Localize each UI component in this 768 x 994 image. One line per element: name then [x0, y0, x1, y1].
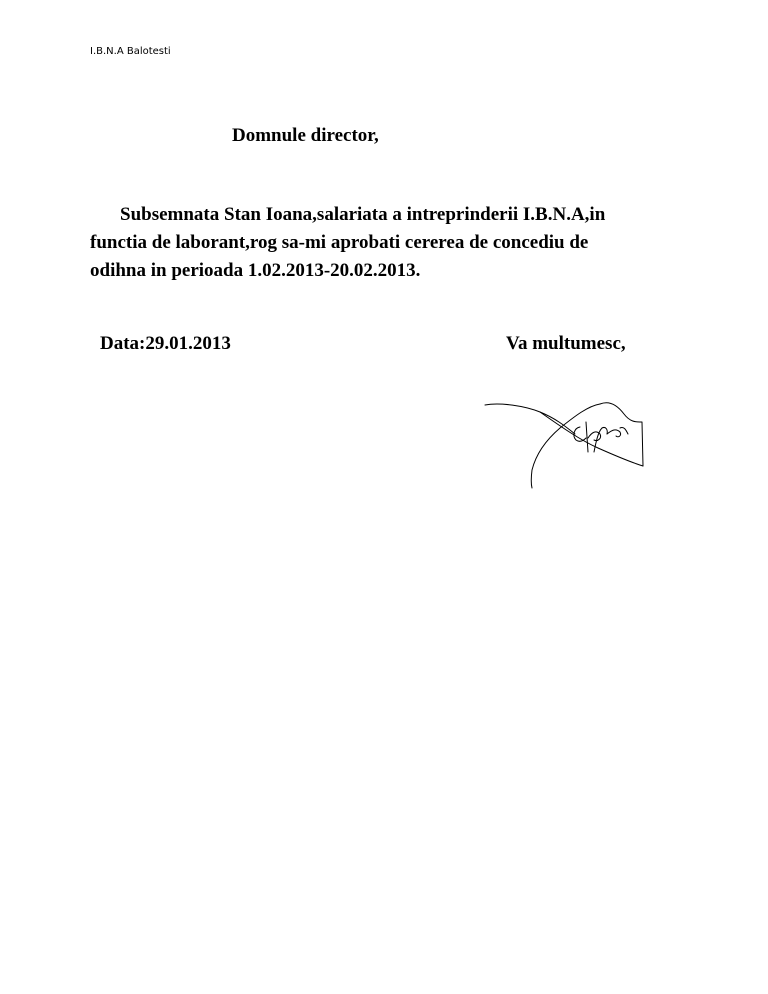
- letter-salutation: Domnule director,: [232, 125, 379, 146]
- letter-body-line: odihna in perioada 1.02.2013-20.02.2013.: [90, 260, 421, 281]
- handwritten-signature: [480, 392, 650, 494]
- organization-header: I.B.N.A Balotesti: [90, 46, 171, 57]
- letter-closing: Va multumesc,: [506, 333, 626, 354]
- letter-date: Data:29.01.2013: [100, 333, 231, 354]
- letter-body-line: functia de laborant,rog sa-mi aprobati cererea de concediu de: [90, 232, 589, 253]
- letter-body-line: Subsemnata Stan Ioana,salariata a intreprinderii I.B.N.A,in: [120, 204, 606, 225]
- letter-body: [90, 201, 690, 285]
